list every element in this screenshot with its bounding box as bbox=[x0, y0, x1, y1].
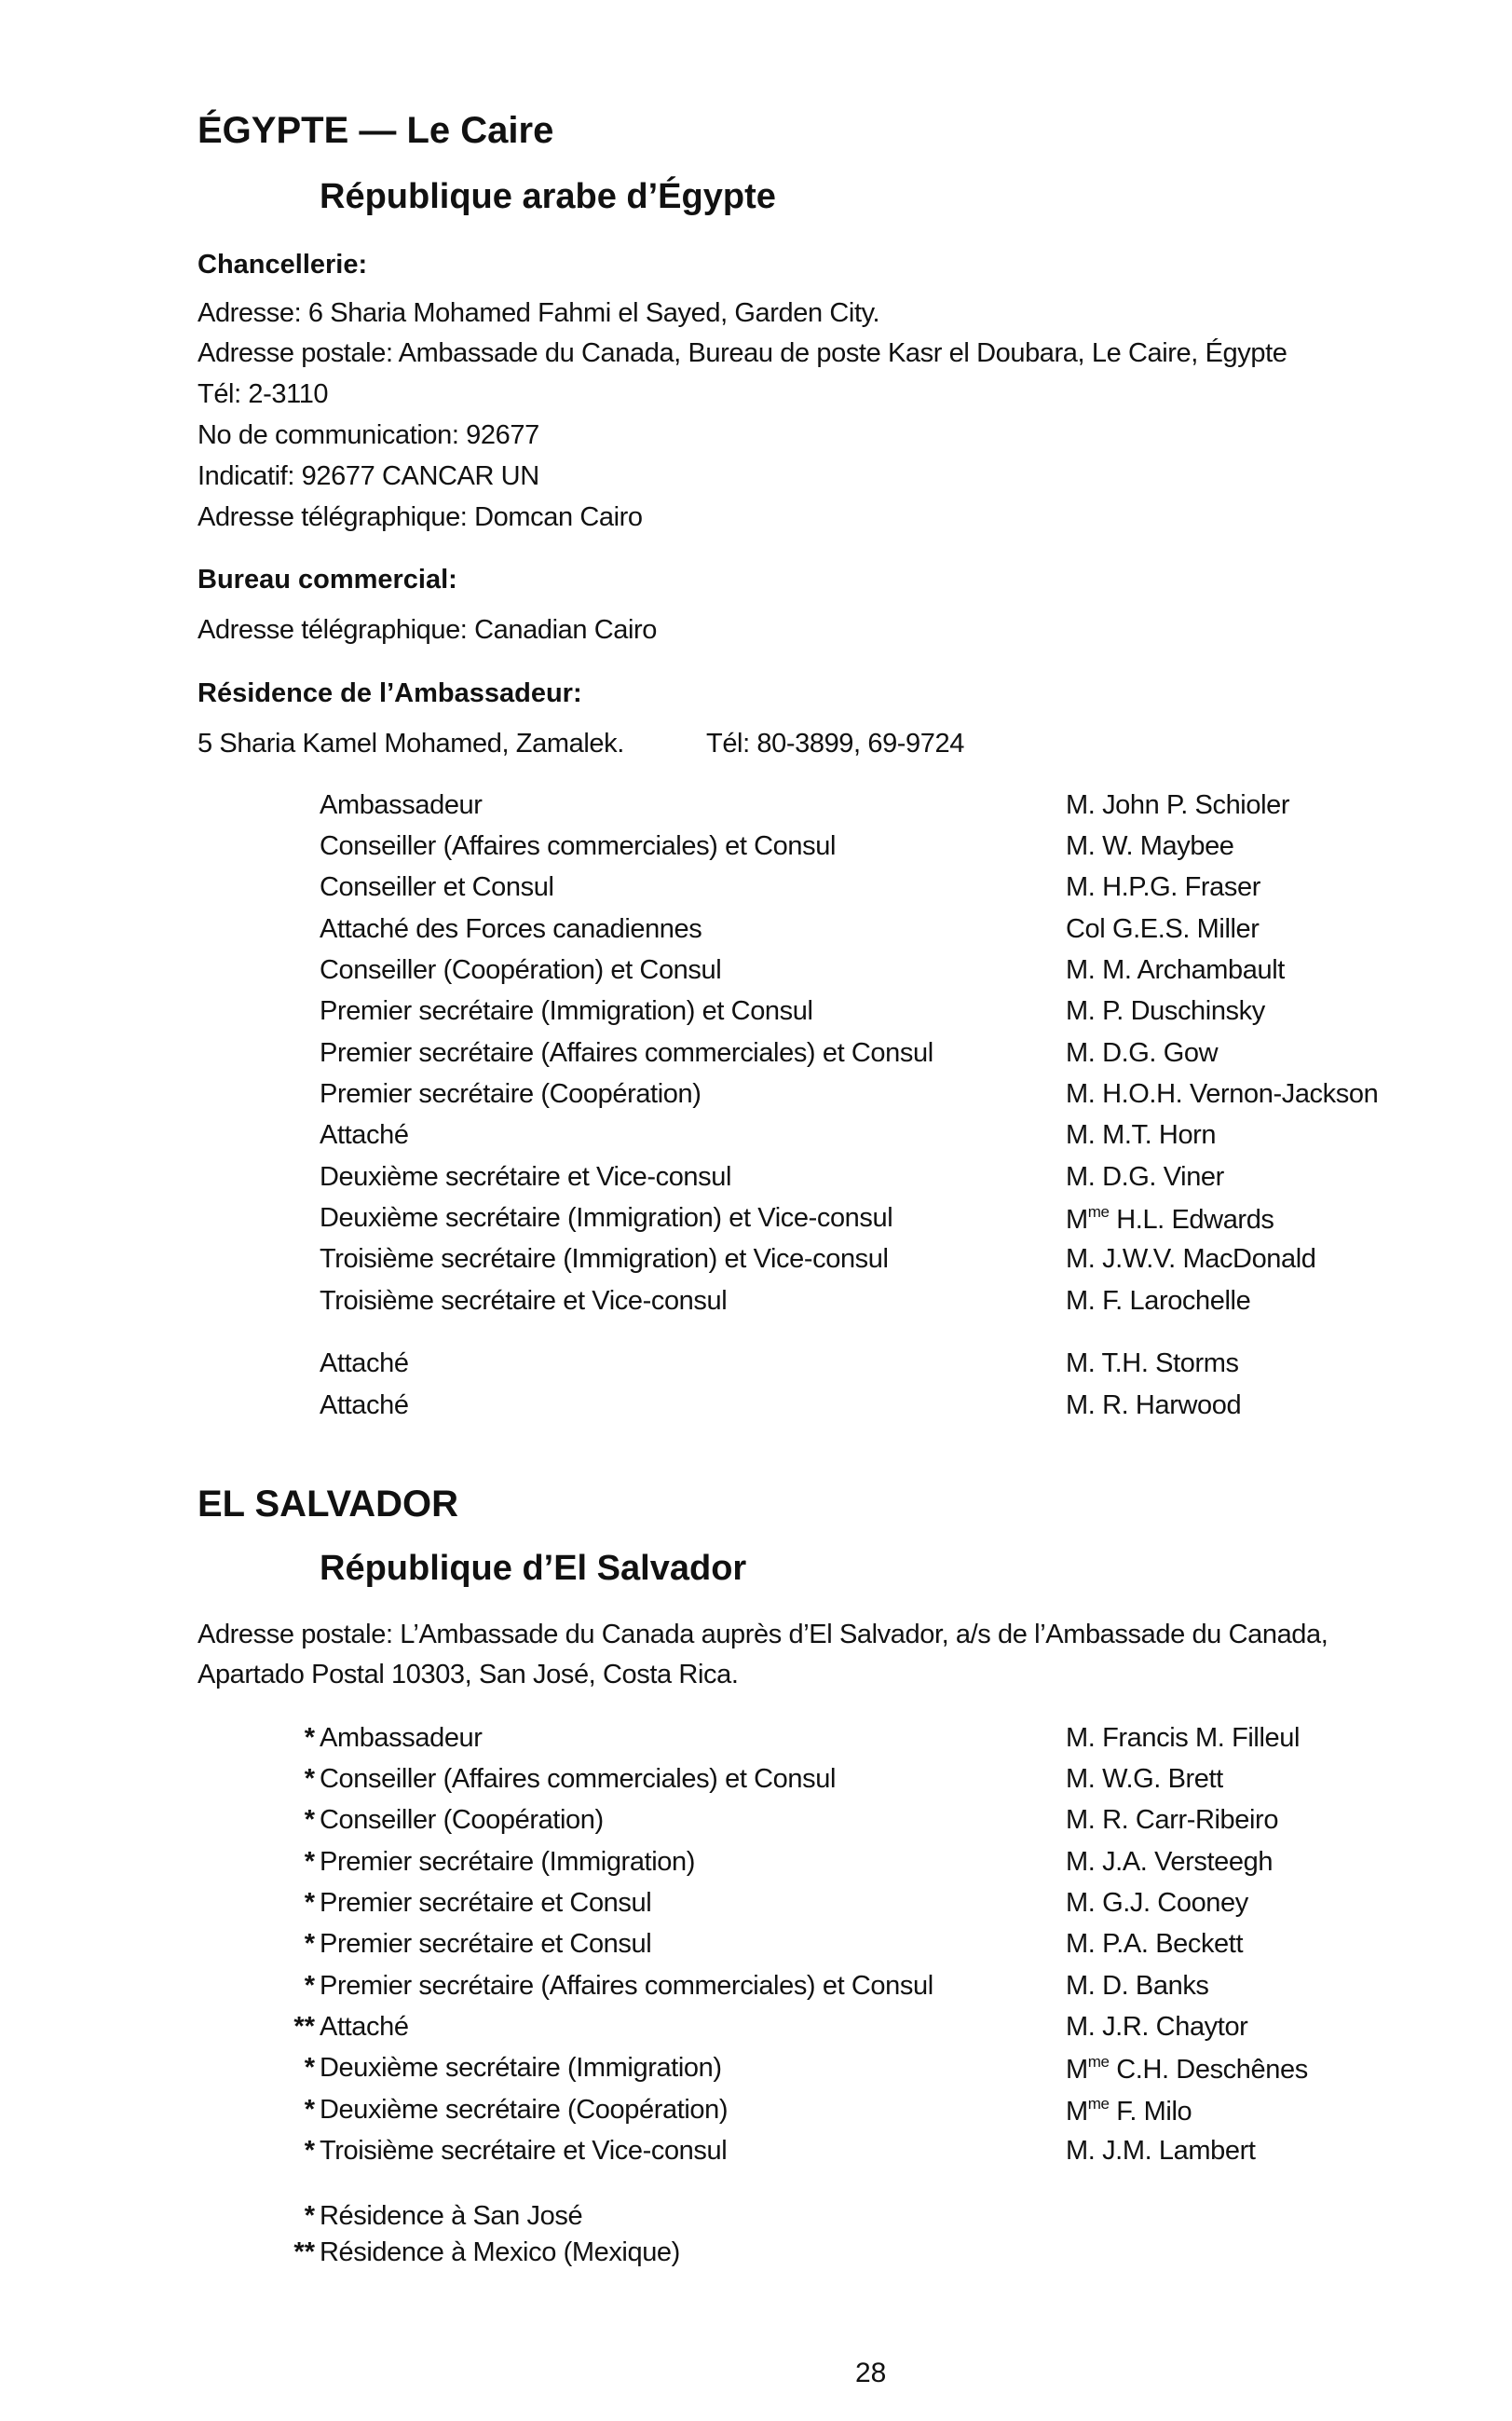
staff-name: M. J.R. Chaytor bbox=[1066, 2012, 1248, 2042]
footnote-marker: ** bbox=[293, 2237, 315, 2267]
staff-name: M. W.G. Brett bbox=[1066, 1764, 1223, 1794]
country-heading-salvador: EL SALVADOR bbox=[198, 1484, 459, 1525]
staff-name: M. J.M. Lambert bbox=[1066, 2136, 1256, 2166]
residence-address: 5 Sharia Kamel Mohamed, Zamalek. bbox=[198, 729, 624, 759]
staff-name: M. Francis M. Filleul bbox=[1066, 1723, 1301, 1753]
staff-name: M. H.P.G. Fraser bbox=[1066, 872, 1260, 902]
chancellerie-line: No de communication: 92677 bbox=[198, 420, 539, 450]
staff-name: M. D.G. Gow bbox=[1066, 1038, 1219, 1068]
staff-name: $M^{me}$ F. Milo bbox=[1066, 2095, 1192, 2127]
staff-name: M. P. Duschinsky bbox=[1066, 996, 1265, 1026]
staff-name: M. D. Banks bbox=[1066, 1971, 1209, 2001]
staff-title: Troisième secrétaire et Vice-consul bbox=[320, 1286, 728, 1316]
chancellerie-line: Adresse postale: Ambassade du Canada, Bureau de poste Kasr el Doubara, Le Caire, Égypte bbox=[198, 338, 1287, 368]
chancellerie-line: Indicatif: 92677 CANCAR UN bbox=[198, 461, 539, 491]
staff-title: Premier secrétaire (Immigration) et Consul bbox=[320, 996, 813, 1026]
staff-title: Deuxième secrétaire (Immigration) et Vice-consul bbox=[320, 1203, 893, 1233]
staff-name: M. H.O.H. Vernon-Jackson bbox=[1066, 1079, 1379, 1109]
staff-title: Attaché bbox=[320, 1390, 409, 1420]
footnote-text: Résidence à Mexico (Mexique) bbox=[320, 2237, 680, 2267]
footnote-marker: * bbox=[304, 1929, 315, 1959]
staff-name: M. John P. Schioler bbox=[1066, 790, 1290, 820]
footnote-marker: * bbox=[304, 2053, 315, 2083]
staff-name: $M^{me}$ C.H. Deschênes bbox=[1066, 2053, 1308, 2085]
footnote-marker: ** bbox=[293, 2012, 315, 2042]
footnote-marker: * bbox=[304, 1971, 315, 2001]
staff-title: Premier secrétaire (Coopération) bbox=[320, 1079, 702, 1109]
staff-name: M. W. Maybee bbox=[1066, 831, 1234, 861]
staff-name: M. F. Larochelle bbox=[1066, 1286, 1251, 1316]
staff-name: M. D.G. Viner bbox=[1066, 1162, 1224, 1192]
footnote-marker: * bbox=[304, 1847, 315, 1877]
staff-title: Premier secrétaire (Affaires commerciales) et Consul bbox=[320, 1038, 933, 1068]
staff-name: M. J.A. Versteegh bbox=[1066, 1847, 1274, 1877]
staff-title: Deuxième secrétaire (Coopération) bbox=[320, 2095, 729, 2125]
staff-title: Attaché bbox=[320, 1348, 409, 1378]
staff-title: Troisième secrétaire (Immigration) et Vice-consul bbox=[320, 1244, 889, 1274]
footnote-text: Résidence à San José bbox=[320, 2201, 583, 2231]
staff-name: M. P.A. Beckett bbox=[1066, 1929, 1244, 1959]
footnote-marker: * bbox=[304, 2136, 315, 2166]
staff-title: Premier secrétaire et Consul bbox=[320, 1888, 652, 1918]
page-number: 28 bbox=[855, 2358, 887, 2388]
staff-name: M. R. Harwood bbox=[1066, 1390, 1242, 1420]
staff-title: Conseiller (Affaires commerciales) et Consul bbox=[320, 1764, 837, 1794]
staff-name: M. R. Carr-Ribeiro bbox=[1066, 1805, 1279, 1835]
salvador-address-line: Adresse postale: L’Ambassade du Canada auprès d’El Salvador, a/s de l’Ambassade du Canada, bbox=[198, 1620, 1328, 1649]
staff-title: Attaché des Forces canadiennes bbox=[320, 914, 702, 944]
chancellerie-label: Chancellerie: bbox=[198, 250, 368, 280]
footnote-marker: * bbox=[304, 1723, 315, 1753]
staff-title: Premier secrétaire (Affaires commerciales) et Consul bbox=[320, 1971, 933, 2001]
footnote-marker: * bbox=[304, 1888, 315, 1918]
staff-name: Col G.E.S. Miller bbox=[1066, 914, 1260, 944]
country-heading-egypte: ÉGYPTE — Le Caire bbox=[198, 110, 554, 151]
residence-tel: Tél: 80-3899, 69-9724 bbox=[706, 729, 964, 759]
staff-title: Attaché bbox=[320, 2012, 409, 2042]
staff-title: Conseiller (Affaires commerciales) et Consul bbox=[320, 831, 837, 861]
staff-name: $M^{me}$ H.L. Edwards bbox=[1066, 1203, 1274, 1235]
staff-name: M. G.J. Cooney bbox=[1066, 1888, 1248, 1918]
footnote-marker: * bbox=[304, 1805, 315, 1835]
footnote-marker: * bbox=[304, 2095, 315, 2125]
staff-title: Premier secrétaire (Immigration) bbox=[320, 1847, 695, 1877]
country-subtitle-salvador: République d’El Salvador bbox=[320, 1549, 747, 1588]
staff-name: M. M. Archambault bbox=[1066, 955, 1285, 985]
staff-title: Deuxième secrétaire et Vice-consul bbox=[320, 1162, 732, 1192]
salvador-address-line: Apartado Postal 10303, San José, Costa Rica. bbox=[198, 1660, 739, 1689]
country-subtitle-egypte: République arabe d’Égypte bbox=[320, 177, 776, 216]
staff-name: M. M.T. Horn bbox=[1066, 1120, 1217, 1150]
footnote-marker: * bbox=[304, 2201, 315, 2231]
chancellerie-line: Adresse télégraphique: Domcan Cairo bbox=[198, 502, 643, 532]
staff-title: Ambassadeur bbox=[320, 790, 483, 820]
chancellerie-line: Tél: 2-3110 bbox=[198, 379, 329, 409]
staff-title: Attaché bbox=[320, 1120, 409, 1150]
staff-title: Conseiller (Coopération) et Consul bbox=[320, 955, 722, 985]
staff-title: Troisième secrétaire et Vice-consul bbox=[320, 2136, 728, 2166]
staff-title: Premier secrétaire et Consul bbox=[320, 1929, 652, 1959]
staff-title: Ambassadeur bbox=[320, 1723, 483, 1753]
staff-name: M. T.H. Storms bbox=[1066, 1348, 1239, 1378]
chancellerie-line: Adresse: 6 Sharia Mohamed Fahmi el Sayed, Garden City. bbox=[198, 298, 880, 328]
staff-title: Conseiller (Coopération) bbox=[320, 1805, 604, 1835]
bureau-commercial-line: Adresse télégraphique: Canadian Cairo bbox=[198, 615, 658, 645]
bureau-commercial-label: Bureau commercial: bbox=[198, 565, 457, 595]
staff-title: Deuxième secrétaire (Immigration) bbox=[320, 2053, 722, 2083]
residence-label: Résidence de l’Ambassadeur: bbox=[198, 678, 582, 708]
staff-title: Conseiller et Consul bbox=[320, 872, 554, 902]
staff-name: M. J.W.V. MacDonald bbox=[1066, 1244, 1316, 1274]
footnote-marker: * bbox=[304, 1764, 315, 1794]
